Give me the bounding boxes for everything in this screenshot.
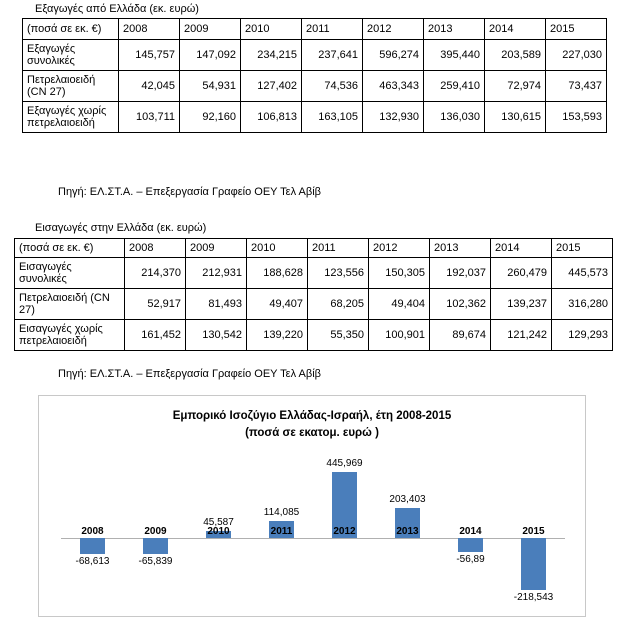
table-header-row: [23, 19, 607, 40]
table1-row0-val3: 237,641: [302, 40, 363, 71]
table2-row1-val5: 102,362: [430, 289, 491, 320]
table2-header-1: 2008: [125, 239, 186, 258]
chart-category-label: 2013: [396, 526, 419, 537]
table1-row0-val1: 147,092: [180, 40, 241, 71]
chart-category-label: 2011: [270, 526, 293, 537]
chart-title-block: [39, 408, 585, 442]
imports-table: [14, 238, 613, 351]
chart-bar-column: [502, 452, 565, 604]
table1-caption: Εξαγωγές από Ελλάδα (εκ. ευρώ): [35, 3, 199, 15]
chart-bar-column: [313, 452, 376, 604]
chart-value-label: -218,543: [513, 592, 554, 603]
table1-row1-val2: 127,402: [241, 71, 302, 102]
chart-value-label: 203,403: [389, 493, 426, 505]
table2-source: Πηγή: ΕΛ.ΣΤ.Α. – Επεξεργασία Γραφείο ΟΕΥ Τελ Αβίβ: [58, 368, 321, 380]
table2-row1-val6: 139,237: [491, 289, 552, 320]
table1-header-4: 2011: [302, 19, 363, 40]
table1-row1-val7: 73,437: [546, 71, 607, 102]
chart-category-label: 2012: [333, 526, 356, 537]
table2-header-7: 2014: [491, 239, 552, 258]
table-row: [15, 258, 613, 289]
chart-value-label: 45,587: [203, 517, 234, 529]
table2-row0-val6: 260,479: [491, 258, 552, 289]
table1-row2-val3: 163,105: [302, 102, 363, 133]
table2-row0-val4: 150,305: [369, 258, 430, 289]
table1-row1-val1: 54,931: [180, 71, 241, 102]
table1-row1-val0: 42,045: [119, 71, 180, 102]
table-row: [23, 40, 607, 71]
chart-bar-column: [376, 452, 439, 604]
table1-header-0: (ποσά σε εκ. €): [23, 19, 119, 40]
table1-header-3: 2010: [241, 19, 302, 40]
table2-header-8: 2015: [552, 239, 613, 258]
table2-header-4: 2011: [308, 239, 369, 258]
table2-row0-val3: 123,556: [308, 258, 369, 289]
table1-row2-val0: 103,711: [119, 102, 180, 133]
table2-row2-label: Εισαγωγές χωρίς πετρελαιοειδή: [15, 320, 125, 351]
chart-title: Εμπορικό Ισοζύγιο Ελλάδας-Ισραήλ, έτη 2008-2015: [172, 410, 452, 422]
chart-bar: [521, 538, 546, 590]
table2-row2-val6: 121,242: [491, 320, 552, 351]
table1-row0-label: Εξαγωγές συνολικές: [23, 40, 119, 71]
table1-row2-label: Εξαγωγές χωρίς πετρελαιοειδή: [23, 102, 119, 133]
table1-row0-val6: 203,589: [485, 40, 546, 71]
table1-header-1: 2008: [119, 19, 180, 40]
chart-value-label: -65,839: [138, 555, 173, 567]
table2-row2-val4: 100,901: [369, 320, 430, 351]
table2-row0-val2: 188,628: [247, 258, 308, 289]
table2-row1-val0: 52,917: [125, 289, 186, 320]
chart-plot-area: [61, 452, 565, 604]
table2-header-3: 2010: [247, 239, 308, 258]
table2-row1-val4: 49,404: [369, 289, 430, 320]
table1-row1-val4: 463,343: [363, 71, 424, 102]
table2-row1-val7: 316,280: [552, 289, 613, 320]
table1-row2-val4: 132,930: [363, 102, 424, 133]
table1-row0-val7: 227,030: [546, 40, 607, 71]
table1-row0-val5: 395,440: [424, 40, 485, 71]
table2-row1-val1: 81,493: [186, 289, 247, 320]
table-row: [23, 102, 607, 133]
imports-table-wrap: [14, 238, 613, 351]
table2-row2-val3: 55,350: [308, 320, 369, 351]
chart-bar-column: [250, 452, 313, 604]
table2-row2-val7: 129,293: [552, 320, 613, 351]
chart-bar-column: [439, 452, 502, 604]
chart-value-label: 445,969: [326, 458, 363, 469]
table2-row2-val1: 130,542: [186, 320, 247, 351]
table1-row0-val0: 145,757: [119, 40, 180, 71]
table1-header-6: 2013: [424, 19, 485, 40]
table2-row1-label: Πετρελαιοειδή (CN 27): [15, 289, 125, 320]
table1-row2-val7: 153,593: [546, 102, 607, 133]
table2-caption: Εισαγωγές στην Ελλάδα (εκ. ευρώ): [35, 222, 207, 234]
table2-row0-val7: 445,573: [552, 258, 613, 289]
table2-row0-label: Εισαγωγές συνολικές: [15, 258, 125, 289]
chart-category-label: 2014: [459, 526, 482, 537]
table1-header-7: 2014: [485, 19, 546, 40]
table-header-row: [15, 239, 613, 258]
table2-row1-val3: 68,205: [308, 289, 369, 320]
table2-row0-val0: 214,370: [125, 258, 186, 289]
table2-row1-val2: 49,407: [247, 289, 308, 320]
table-row: [15, 289, 613, 320]
table1-header-5: 2012: [363, 19, 424, 40]
table-row: [23, 71, 607, 102]
table1-source: Πηγή: ΕΛ.ΣΤ.Α. – Επεξεργασία Γραφείο ΟΕΥ Τελ Αβίβ: [58, 186, 321, 198]
table1-row1-val3: 74,536: [302, 71, 363, 102]
table1-row2-val6: 130,615: [485, 102, 546, 133]
table1-row2-val5: 136,030: [424, 102, 485, 133]
chart-bar: [143, 538, 168, 554]
table-row: [15, 320, 613, 351]
table1-row1-val6: 72,974: [485, 71, 546, 102]
chart-subtitle: (ποσά σε εκατομ. ευρώ ): [245, 427, 379, 439]
chart-bar: [80, 538, 105, 554]
table1-row0-val4: 596,274: [363, 40, 424, 71]
table1-row1-label: Πετρελαιοειδή (CN 27): [23, 71, 119, 102]
table1-header-8: 2015: [546, 19, 607, 40]
table2-header-6: 2013: [430, 239, 491, 258]
exports-table: [22, 18, 607, 133]
chart-bar-column: [187, 452, 250, 604]
exports-table-wrap: [22, 18, 607, 133]
table1-row2-val1: 92,160: [180, 102, 241, 133]
table2-row0-val5: 192,037: [430, 258, 491, 289]
table2-row2-val5: 89,674: [430, 320, 491, 351]
chart-value-label: -56,89: [456, 553, 485, 565]
table2-row2-val0: 161,452: [125, 320, 186, 351]
table2-row0-val1: 212,931: [186, 258, 247, 289]
table2-row2-val2: 139,220: [247, 320, 308, 351]
table2-header-0: (ποσά σε εκ. €): [15, 239, 125, 258]
chart-category-label: 2015: [522, 526, 545, 537]
table2-header-5: 2012: [369, 239, 430, 258]
trade-balance-chart: [38, 395, 586, 617]
chart-value-label: -68,613: [75, 556, 110, 568]
chart-bar: [458, 538, 483, 552]
chart-bar-column: [124, 452, 187, 604]
table2-header-2: 2009: [186, 239, 247, 258]
chart-bar-column: [61, 452, 124, 604]
chart-category-label: 2010: [207, 526, 230, 537]
chart-category-label: 2009: [144, 526, 167, 537]
table1-row1-val5: 259,410: [424, 71, 485, 102]
table1-row2-val2: 106,813: [241, 102, 302, 133]
chart-value-label: 114,085: [263, 507, 300, 519]
table1-header-2: 2009: [180, 19, 241, 40]
chart-category-label: 2008: [81, 526, 104, 537]
table1-row0-val2: 234,215: [241, 40, 302, 71]
